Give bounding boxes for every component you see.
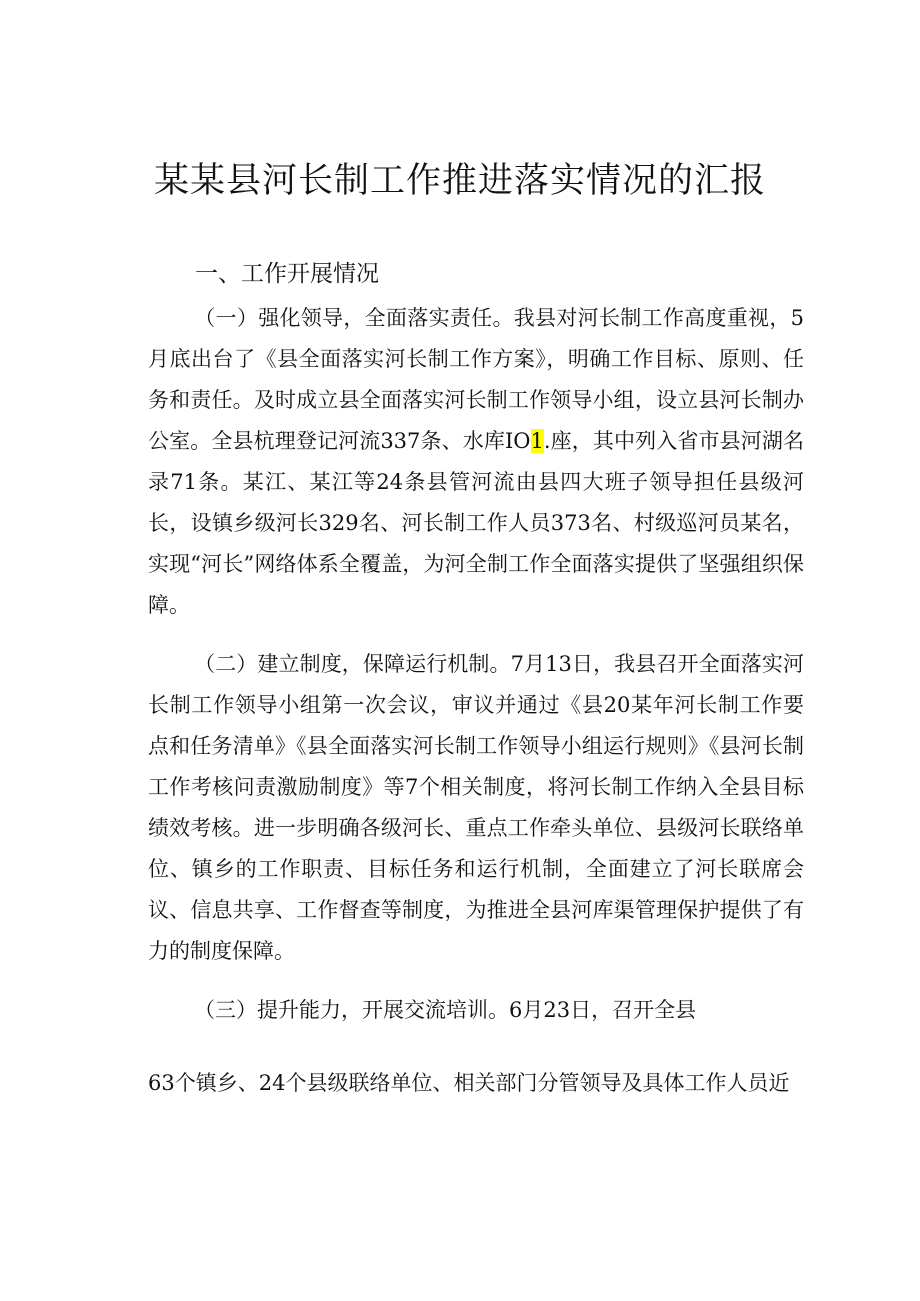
document-title: 某某县河长制工作推进落实情况的汇报 xyxy=(153,161,766,201)
paragraph-text: （三）提升能力，开展交流培训。6月23日，召开全县 xyxy=(194,998,697,1022)
paragraph-text: （一）强化领导，全面落实责任。我县对河长制工作高度重视，5月底出台了《县全面落实河长制工作方案》，明确工作目标、原则、任务和责任。及时成立县全面落实河长制工作领导小组，设立县河长制办公室。全县杭理登记河流337条、水库IO xyxy=(148,306,804,453)
paragraph-training-continued xyxy=(148,1063,804,1104)
paragraph-text: （二）建立制度，保障运行机制。7月13日，我县召开全面落实河长制工作领导小组第一次会议，审议并通过《县20某年河长制工作要点和任务清单》《县全面落实河长制工作领导小组运行规则》《县河长制工作考核问责激励制度》等7个相关制度，将河长制工作纳入全县目标绩效考核。进一步明确各级河长、重点工作牵头单位、县级河长联络单位、镇乡的工作职责、目标任务和运行机制，全面建立了河长联席会议、信息共享、工作督查等制度，为推进全县河库渠管理保护提供了有力的制度保障。 xyxy=(148,652,804,963)
paragraph-system xyxy=(148,644,804,972)
paragraph-training xyxy=(148,990,804,1031)
paragraph-text: 63个镇乡、24个县级联络单位、相关部门分管领导及具体工作人员近 xyxy=(148,1071,790,1095)
highlighted-text: 1 xyxy=(530,429,544,453)
section-heading: 一、工作开展情况 xyxy=(195,261,379,287)
paragraph-text: .座，其中列入省市县河湖名录71条。某江、某江等24条县管河流由县四大班子领导担任县级河长，设镇乡级河长329名、河长制工作人员373名、村级巡河员某名，实现“河长”网络体系全覆盖，为河全制工作全面落实提供了坚强组织保障。 xyxy=(148,429,804,617)
paragraph-leadership xyxy=(148,298,804,626)
